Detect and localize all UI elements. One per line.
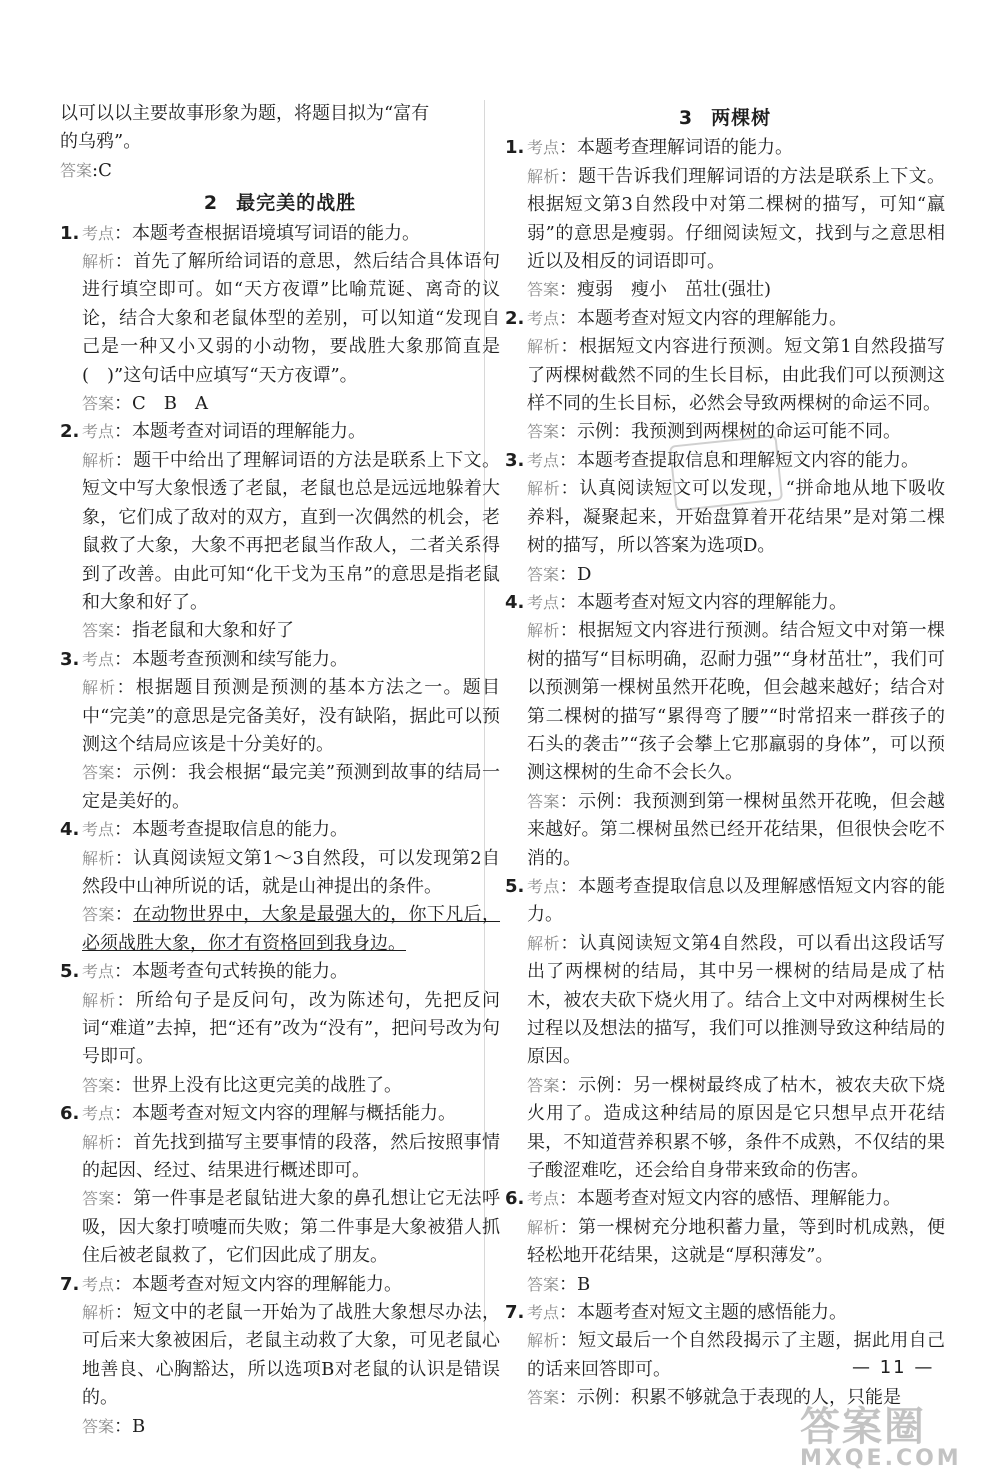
analysis-line: 解析：题干告诉我们理解词语的方法是联系上下文。根据短文第3自然段中对第二棵树的描写，可知“羸弱”的意思是瘦弱。仔细阅读短文，找到与之意思相近以及相反的词语即可。 xyxy=(527,165,946,273)
answer-line: 答案：指老鼠和大象和好了 xyxy=(82,620,295,642)
analysis-text: 题干告诉我们理解词语的方法是联系上下文。根据短文第3自然段中对第二棵树的描写，可知“羸弱”的意思是瘦弱。仔细阅读短文，找到与之意思相近以及相反的词语即可。 xyxy=(527,165,946,273)
answer-line: 答案：B xyxy=(527,1273,591,1295)
answer-label: 答案 xyxy=(527,791,560,811)
analysis-text: 根据题目预测是预测的基本方法之一。题目中“完美”的意思是完备美好，没有缺陷，据此可以预测这个结局应该是十分美好的。 xyxy=(82,677,501,755)
answer-label: 答案 xyxy=(82,763,115,783)
key-point-text: 本题考查对短文主题的感悟能力。 xyxy=(577,1302,848,1324)
key-point-line: 考点：本题考查对短文内容的理解能力。 xyxy=(527,591,848,613)
analysis-label: 解析 xyxy=(82,990,117,1010)
analysis-text: 所给句子是反问句，改为陈述句，先把反问词“难道”去掉，把“还有”改为“没有”，把问号改为句号即可。 xyxy=(82,989,501,1068)
question-number: 4. xyxy=(60,819,80,841)
analysis-text: 短文中的老鼠一开始为了战胜大象想尽办法，可后来大象被困后，老鼠主动救了大象，可见老鼠心地善良、心胸豁达，所以选项B对老鼠的认识是错误的。 xyxy=(82,1302,501,1409)
analysis-label: 解析 xyxy=(527,337,561,357)
analysis-label: 解析 xyxy=(527,933,561,953)
key-point-text: 本题考查对短文内容的理解能力。 xyxy=(132,1273,403,1295)
analysis-text: 第一棵树充分地积蓄力量，等到时机成熟，便轻松地开花结果，这就是“厚积薄发”。 xyxy=(527,1216,946,1267)
key-point-line: 考点：本题考查对词语的理解能力。 xyxy=(82,421,367,443)
question-number: 6. xyxy=(505,1188,525,1210)
answer-text: 示例：我预测到第一棵树虽然开花晚，但会越来越好。第二棵树虽然已经开花结果，但很快会吃不消的。 xyxy=(527,790,946,869)
answer-label: 答案 xyxy=(82,1416,115,1436)
key-point-text: 本题考查对短文内容的理解能力。 xyxy=(577,591,848,613)
key-point-line: 考点：本题考查对短文内容的理解与概括能力。 xyxy=(82,1103,457,1125)
key-point-text: 本题考查句式转换的能力。 xyxy=(132,961,349,983)
key-point-text: 本题考查对短文内容的感悟、理解能力。 xyxy=(577,1188,902,1210)
key-point-line: 考点：本题考查理解词语的能力。 xyxy=(527,137,794,159)
question-number: 3. xyxy=(60,648,80,670)
analysis-label: 解析 xyxy=(527,166,560,186)
analysis-label: 解析 xyxy=(82,678,117,698)
answer-line: 答案：D xyxy=(527,563,592,585)
intro-answer: 答案:C xyxy=(60,159,112,181)
question-number: 1. xyxy=(60,222,80,244)
key-point-label: 考点 xyxy=(527,138,560,158)
analysis-text: 认真阅读短文第4自然段，可以看出这段话写出了两棵树的结局，其中另一棵树的结局是成了枯木，被农夫砍下烧火用了。结合上文中对两棵树生长过程以及想法的描写，我们可以推测导致这种结局的原因。 xyxy=(527,932,945,1068)
key-point-text: 本题考查预测和续写能力。 xyxy=(132,648,349,670)
key-point-line: 考点：本题考查对短文内容的理解能力。 xyxy=(527,307,848,329)
analysis-line: 解析：根据题目预测是预测的基本方法之一。题目中“完美”的意思是完备美好，没有缺陷，据此可以预测这个结局应该是十分美好的。 xyxy=(82,677,501,755)
question-item xyxy=(60,958,500,1100)
key-point-text: 本题考查对词语的理解能力。 xyxy=(132,421,367,443)
question-item xyxy=(505,873,945,1185)
question-item xyxy=(60,1271,500,1441)
question-item xyxy=(505,589,945,873)
key-point-line: 考点：本题考查根据语境填写词语的能力。 xyxy=(82,222,421,244)
question-list xyxy=(505,134,945,1412)
analysis-line: 解析：首先找到描写主要事情的段落，然后按照事情的起因、经过、结果进行概述即可。 xyxy=(82,1131,501,1182)
analysis-text: 认真阅读短文可以发现，“拼命地从地下吸收养料，凝聚起来，开始盘算着开花结果”是对第二棵树的描写，所以答案为选项D。 xyxy=(527,478,945,557)
question-number: 3. xyxy=(505,449,525,471)
answer-line: 答案：世界上没有比这更完美的战胜了。 xyxy=(82,1074,403,1096)
answer-text: 在动物世界中，大象是最强大的，你下凡后，必须战胜大象，你才有资格回到我身边。 xyxy=(82,904,501,954)
answer-text: B xyxy=(577,1273,591,1295)
answer-line: 答案：第一件事是老鼠钻进大象的鼻孔想让它无法呼吸，因大象打喷嚏而失败；第二件事是大象被猎人抓住后被老鼠救了，它们因此成了朋友。 xyxy=(82,1188,501,1267)
key-point-label: 考点 xyxy=(82,223,115,243)
question-item xyxy=(60,646,500,816)
key-point-text: 本题考查提取信息以及理解感悟短文内容的能力。 xyxy=(527,875,946,926)
key-point-line: 考点：本题考查对短文内容的理解能力。 xyxy=(82,1273,403,1295)
question-item xyxy=(505,1185,945,1299)
answer-text: C B A xyxy=(132,393,209,415)
answer-text: 瘦弱 瘦小 茁壮(强壮) xyxy=(577,279,772,301)
question-number: 7. xyxy=(505,1302,525,1324)
answer-text: 指老鼠和大象和好了 xyxy=(132,620,295,642)
analysis-label: 解析 xyxy=(527,621,560,641)
question-number: 1. xyxy=(505,137,525,159)
answer-text: D xyxy=(577,563,592,585)
key-point-label: 考点 xyxy=(82,962,115,982)
key-point-label: 考点 xyxy=(527,1189,560,1209)
question-number: 4. xyxy=(505,591,525,613)
key-point-line: 考点：本题考查提取信息的能力。 xyxy=(82,819,349,841)
analysis-label: 解析 xyxy=(82,1303,115,1323)
key-point-label: 考点 xyxy=(527,592,560,612)
key-point-text: 本题考查对短文内容的理解与概括能力。 xyxy=(132,1103,457,1125)
question-item xyxy=(60,418,500,645)
question-number: 6. xyxy=(60,1103,80,1125)
analysis-text: 首先找到描写主要事情的段落，然后按照事情的起因、经过、结果进行概述即可。 xyxy=(82,1131,501,1182)
analysis-line: 解析：所给句子是反问句，改为陈述句，先把反问词“难道”去掉，把“还有”改为“没有”，把问号改为句号即可。 xyxy=(82,989,501,1068)
answer-text: 示例：另一棵树最终成了枯木，被农夫砍下烧火用了。造成这种结局的原因是它只想早点开花结果，不知道营养积累不够，条件不成熟，不仅结的果子酸涩难吃，还会给自身带来致命的伤害。 xyxy=(527,1074,946,1182)
analysis-label: 解析 xyxy=(527,479,561,499)
key-point-text: 本题考查对短文内容的理解能力。 xyxy=(577,307,848,329)
key-point-text: 本题考查理解词语的能力。 xyxy=(577,137,794,159)
question-item xyxy=(60,1100,500,1270)
answer-text: 示例：我预测到两棵树的命运可能不同。 xyxy=(577,421,902,443)
analysis-line: 解析：第一棵树充分地积蓄力量，等到时机成熟，便轻松地开花结果，这就是“厚积薄发”。 xyxy=(527,1216,946,1267)
analysis-line: 解析：认真阅读短文第1～3自然段，可以发现第2自然段中山神所说的话，就是山神提出的条件。 xyxy=(82,847,500,897)
question-number: 2. xyxy=(505,307,525,329)
intro-line: 的乌鸦”。 xyxy=(60,131,142,153)
answer-line: 答案：示例：积累不够就急于表现的人，只能是 xyxy=(527,1387,902,1409)
right-column xyxy=(505,100,945,1413)
question-number: 7. xyxy=(60,1273,80,1295)
question-item xyxy=(60,816,500,958)
key-point-line: 考点：本题考查对短文主题的感悟能力。 xyxy=(527,1302,848,1324)
analysis-label: 解析 xyxy=(82,450,115,470)
answer-label: 答案 xyxy=(82,621,115,641)
answer-line: 答案：瘦弱 瘦小 茁壮(强壮) xyxy=(527,279,772,301)
answer-label: 答案 xyxy=(82,394,115,414)
question-item xyxy=(60,220,500,419)
key-point-label: 考点 xyxy=(82,422,115,442)
key-point-label: 考点 xyxy=(527,876,560,896)
key-point-line: 考点：本题考查提取信息和理解短文内容的能力。 xyxy=(527,449,920,471)
key-point-label: 考点 xyxy=(82,649,115,669)
answer-line: 答案：示例：我预测到两棵树的命运可能不同。 xyxy=(527,421,902,443)
analysis-line: 解析：短文中的老鼠一开始为了战胜大象想尽办法，可后来大象被困后，老鼠主动救了大象，可见老鼠心地善良、心胸豁达，所以选项B对老鼠的认识是错误的。 xyxy=(82,1302,501,1409)
answer-label: 答案 xyxy=(527,1274,560,1294)
question-number: 5. xyxy=(505,875,525,897)
analysis-line: 解析：认真阅读短文第4自然段，可以看出这段话写出了两棵树的结局，其中另一棵树的结局是成了枯木，被农夫砍下烧火用了。结合上文中对两棵树生长过程以及想法的描写，我们可以推测导致这种结局的原因。 xyxy=(527,932,945,1068)
answer-text: 世界上没有比这更完美的战胜了。 xyxy=(132,1074,403,1096)
question-number: 5. xyxy=(60,961,80,983)
answer-label: 答案 xyxy=(82,905,115,925)
key-point-label: 考点 xyxy=(82,820,115,840)
answer-label: 答案 xyxy=(82,1189,115,1209)
answer-label: 答案 xyxy=(527,422,560,442)
key-point-label: 考点 xyxy=(527,308,560,328)
key-point-label: 考点 xyxy=(82,1104,115,1124)
analysis-label: 解析 xyxy=(527,1331,560,1351)
answer-text: 第一件事是老鼠钻进大象的鼻孔想让它无法呼吸，因大象打喷嚏而失败；第二件事是大象被猎人抓住后被老鼠救了，它们因此成了朋友。 xyxy=(82,1188,501,1267)
analysis-line: 解析：认真阅读短文可以发现，“拼命地从地下吸收养料，凝聚起来，开始盘算着开花结果”是对第二棵树的描写，所以答案为选项D。 xyxy=(527,478,945,557)
answer-label: 答案 xyxy=(527,564,560,584)
section-title: 3 两棵树 xyxy=(678,107,772,129)
answer-text: B xyxy=(132,1415,146,1437)
analysis-text: 首先了解所给词语的意思，然后结合具体语句进行填空即可。如“天方夜谭”比喻荒诞、离奇的议论，结合大象和老鼠体型的差别，可以知道“发现自己是一种又小又弱的小动物，要战胜大象那简直是( )”这句话中应填写“天方夜谭”。 xyxy=(82,251,501,386)
answer-label: 答案 xyxy=(82,1075,115,1095)
analysis-line: 解析：根据短文内容进行预测。结合短文中对第一棵树的描写“目标明确，忍耐力强”“身材茁壮”，我们可以预测第一棵树虽然开花晚，但会越来越好；结合对第二棵树的描写“累得弯了腰”“时常招来一群孩子的石头的袭击”“孩子会攀上它那羸弱的身体”，可以预测这棵树的生命不会长久。 xyxy=(527,620,946,784)
key-point-text: 本题考查提取信息和理解短文内容的能力。 xyxy=(577,449,920,471)
page-number: — 11 — xyxy=(852,1357,935,1378)
stamp-watermark xyxy=(669,435,783,512)
answer-label: 答案 xyxy=(527,1075,560,1095)
question-list xyxy=(60,220,500,1441)
analysis-text: 根据短文内容进行预测。结合短文中对第一棵树的描写“目标明确，忍耐力强”“身材茁壮”，我们可以预测第一棵树虽然开花晚，但会越来越好；结合对第二棵树的描写“累得弯了腰”“时常招来一群孩子的石头的袭击”“孩子会攀上它那羸弱的身体”，可以预测这棵树的生命不会长久。 xyxy=(527,620,946,784)
answer-line: 答案：示例：我会根据“最完美”预测到故事的结局一定是美好的。 xyxy=(82,762,501,812)
key-point-line: 考点：本题考查句式转换的能力。 xyxy=(82,961,349,983)
analysis-line: 解析：根据短文内容进行预测。短文第1自然段描写了两棵树截然不同的生长目标，由此我们可以预测这样不同的生长目标，必然会导致两棵树的命运不同。 xyxy=(527,336,945,415)
analysis-label: 解析 xyxy=(527,1217,560,1237)
analysis-text: 题干中给出了理解词语的方法是联系上下文。短文中写大象恨透了老鼠，老鼠也总是远远地躲着大象，它们成了敌对的双方，直到一次偶然的机会，老鼠救了大象，大象不再把老鼠当作敌人，二者关系得到了改善。由此可知“化干戈为玉帛”的意思是指老鼠和大象和好了。 xyxy=(82,449,501,613)
key-point-line: 考点：本题考查提取信息以及理解感悟短文内容的能力。 xyxy=(527,875,946,926)
answer-line: 答案：在动物世界中，大象是最强大的，你下凡后，必须战胜大象，你才有资格回到我身边。 xyxy=(82,904,501,954)
question-item xyxy=(505,134,945,304)
key-point-text: 本题考查提取信息的能力。 xyxy=(132,819,349,841)
key-point-label: 考点 xyxy=(82,1274,115,1294)
analysis-label: 解析 xyxy=(82,848,115,868)
answer-text: 示例：我会根据“最完美”预测到故事的结局一定是美好的。 xyxy=(82,762,501,812)
section-title: 2 最完美的战胜 xyxy=(203,192,357,215)
answer-line: 答案：示例：另一棵树最终成了枯木，被农夫砍下烧火用了。造成这种结局的原因是它只想早点开花结果，不知道营养积累不够，条件不成熟，不仅结的果子酸涩难吃，还会给自身带来致命的伤害。 xyxy=(527,1074,946,1182)
answer-line: 答案：示例：我预测到第一棵树虽然开花晚，但会越来越好。第二棵树虽然已经开花结果，但很快会吃不消的。 xyxy=(527,790,946,869)
key-point-label: 考点 xyxy=(527,1303,560,1323)
key-point-line: 考点：本题考查对短文内容的感悟、理解能力。 xyxy=(527,1188,902,1210)
key-point-label: 考点 xyxy=(527,450,560,470)
analysis-label: 解析 xyxy=(82,1132,115,1152)
intro-line: 以可以以主要故事形象为题，将题目拟为“富有 xyxy=(60,103,430,124)
left-column xyxy=(60,100,500,1441)
analysis-line: 解析：题干中给出了理解词语的方法是联系上下文。短文中写大象恨透了老鼠，老鼠也总是远远地躲着大象，它们成了敌对的双方，直到一次偶然的机会，老鼠救了大象，大象不再把老鼠当作敌人，二者关系得到了改善。由此可知“化干戈为玉帛”的意思是指老鼠和大象和好了。 xyxy=(82,449,501,613)
analysis-label: 解析 xyxy=(82,252,115,272)
site-watermark-logo: 答案圈 MXQE.COM xyxy=(800,1404,962,1471)
question-item xyxy=(505,305,945,447)
analysis-line: 解析：首先了解所给词语的意思，然后结合具体语句进行填空即可。如“天方夜谭”比喻荒诞、离奇的议论，结合大象和老鼠体型的差别，可以知道“发现自己是一种又小又弱的小动物，要战胜大象那简直是( )”这句话中应填写“天方夜谭”。 xyxy=(82,251,501,386)
analysis-text: 认真阅读短文第1～3自然段，可以发现第2自然段中山神所说的话，就是山神提出的条件。 xyxy=(82,847,500,897)
answer-text: 示例：积累不够就急于表现的人，只能是 xyxy=(577,1387,902,1409)
analysis-line: 解析：短文最后一个自然段揭示了主题，据此用自己的话来回答即可。 xyxy=(527,1330,946,1380)
answer-label: 答案 xyxy=(527,1388,560,1408)
key-point-line: 考点：本题考查预测和续写能力。 xyxy=(82,648,349,670)
intro-block xyxy=(60,100,500,185)
answer-line: 答案：C B A xyxy=(82,393,209,415)
key-point-text: 本题考查根据语境填写词语的能力。 xyxy=(132,222,421,244)
analysis-text: 短文最后一个自然段揭示了主题，据此用自己的话来回答即可。 xyxy=(527,1330,946,1380)
analysis-text: 根据短文内容进行预测。短文第1自然段描写了两棵树截然不同的生长目标，由此我们可以预测这样不同的生长目标，必然会导致两棵树的命运不同。 xyxy=(527,336,945,415)
answer-line: 答案：B xyxy=(82,1415,146,1437)
question-number: 2. xyxy=(60,421,80,443)
answer-label: 答案 xyxy=(527,280,560,300)
